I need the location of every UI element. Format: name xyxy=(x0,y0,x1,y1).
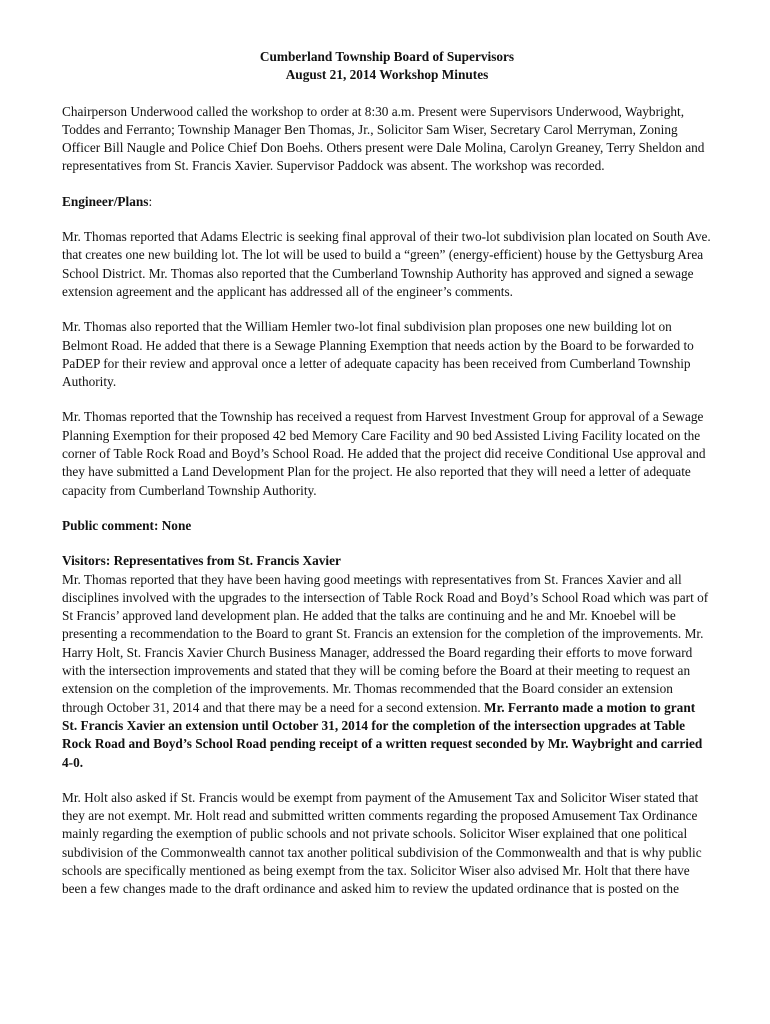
document-subtitle: August 21, 2014 Workshop Minutes xyxy=(285,67,489,83)
motion-text: Mr. Ferranto made a motion to grant St. Francis Xavier an extension until October 31, 2014 for the completion of the intersection upgrades at Table Rock Road and Boyd’s School Road pending receipt of a written request seconded by Mr. Waybright and carried 4-0. xyxy=(62,699,703,770)
visitors-paragraph-2: Mr. Holt also asked if St. Francis would be exempt from payment of the Amusement Tax and Solicitor Wiser stated that they are not exempt. Mr. Holt read and submitted written comments regarding the proposed Amusement Tax Ordinance mainly regarding the exemption of public schools and not private schools. Solicitor Wiser explained that one political subdivision of the Commonwealth cannot tax another political subdivision of the Commonwealth and that is why public schools are specifically mentioned as being exempt from the tax. Solicitor Wiser also advised Mr. Holt that there have been a few changes made to the draft ordinance and asked him to review the updated ordinance that is posted on the xyxy=(62,789,702,897)
document-title: Cumberland Township Board of Supervisors xyxy=(259,49,515,64)
visitors-paragraph-1 xyxy=(62,571,712,772)
engineer-plans-heading xyxy=(62,193,712,211)
visitors-paragraph-1-text: Mr. Thomas reported that they have been having good meetings with representatives from St. Frances Xavier and all disciplines involved with the upgrades to the intersection of Table Rock Road and Boyd’s School Road which was part of St Francis’ approved land development plan. He added that the talks are continuing and he and Mr. Knoebel will be presenting a recommendation to the Board to grant St. Francis an extension for the completion of the improvements. Mr. Harry Holt, St. Francis Xavier Church Business Manager, addressed the Board regarding their efforts to move forward with the intersection improvements and stated that they will be coming before the Board at their meeting to request an extension on the completion of the improvements. Mr. Thomas recommended that the Board consider an extension through October 31, 2014 and that there may be a need for a second extension. xyxy=(62,571,709,715)
engineer-paragraph-1: Mr. Thomas reported that Adams Electric is seeking final approval of their two-lot subdivision plan located on South Ave. that creates one new building lot. The lot will be used to build a “green” (energy-efficient) house by the Gettysburg Area School District. Mr. Thomas also reported that the Cumberland Township Authority has approved and signed a sewage extension agreement and the applicant has addressed all of the engineer’s comments. xyxy=(62,229,711,299)
engineer-plans-heading-text: Engineer/Plans xyxy=(62,193,149,209)
engineer-paragraph-2: Mr. Thomas also reported that the William Hemler two-lot final subdivision plan proposes one new building lot on Belmont Road. He added that there is a Sewage Planning Exemption that needs action by the Board to be forwarded to PaDEP for their review and approval once a letter of adequate capacity has been received from Cumberland Township Authority. xyxy=(62,319,694,390)
public-comment-heading: Public comment: None xyxy=(62,517,192,533)
intro-paragraph: Chairperson Underwood called the workshop to order at 8:30 a.m. Present were Supervisors Underwood, Waybright, Toddes and Ferranto; Township Manager Ben Thomas, Jr., Solicitor Sam Wiser, Secretary Carol Merryman, Zoning Officer Bill Naugle and Police Chief Don Boehs. Others present were Dale Molina, Carolyn Greaney, Terry Sheldon and representatives from St. Francis Xavier. Supervisor Paddock was absent. The workshop was recorded. xyxy=(62,103,705,174)
document-page xyxy=(62,48,712,916)
visitors-heading: Visitors: Representatives from St. Francis Xavier xyxy=(62,553,341,569)
document-header xyxy=(62,48,712,85)
engineer-paragraph-3: Mr. Thomas reported that the Township has received a request from Harvest Investment Group for approval of a Sewage Planning Exemption for their proposed 42 bed Memory Care Facility and 90 bed Assisted Living Facility located on the corner of Table Rock Road and Boyd’s School Road. He added that the project did receive Conditional Use approval and they have submitted a Land Development Plan for the project. He also reported that they will need a letter of adequate capacity from Cumberland Township Authority. xyxy=(62,409,706,498)
engineer-plans-heading-colon: : xyxy=(148,193,153,209)
